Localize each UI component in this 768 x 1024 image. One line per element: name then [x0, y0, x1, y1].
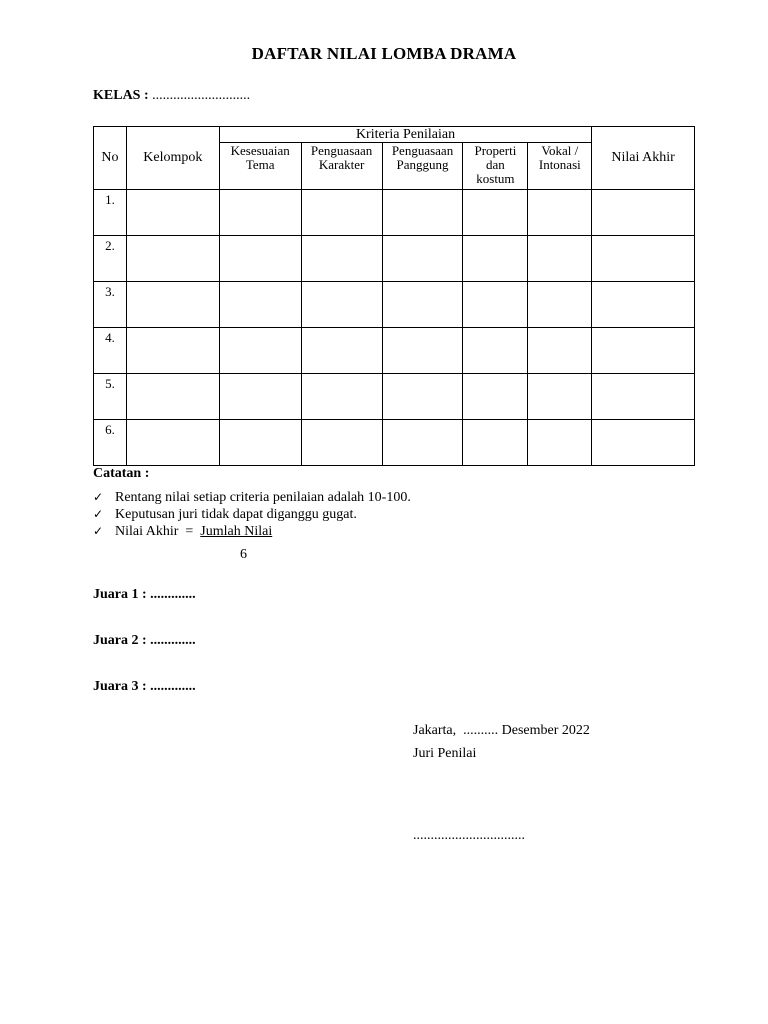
score-cell [382, 282, 463, 328]
score-cell [126, 190, 219, 236]
score-cell [126, 328, 219, 374]
criteria-label-line: dan [486, 157, 505, 172]
score-cell [301, 374, 382, 420]
score-cell [301, 236, 382, 282]
header-criteria: Kriteria Penilaian [219, 127, 591, 143]
score-cell [592, 328, 695, 374]
score-cell [592, 374, 695, 420]
criteria-label-line: Penguasaan [391, 143, 454, 158]
score-cell [219, 282, 301, 328]
score-table [93, 126, 695, 466]
score-cell [463, 190, 528, 236]
score-cell [463, 236, 528, 282]
signature-line: ................................ [413, 828, 525, 843]
score-cell [219, 328, 301, 374]
page-title: DAFTAR NILAI LOMBA DRAMA [251, 44, 517, 63]
signature-place-date: Jakarta, .......... Desember 2022 [413, 723, 590, 738]
criteria-label-line: Penguasaan [310, 143, 373, 158]
score-cell [301, 328, 382, 374]
row-number: 3. [94, 282, 127, 328]
criteria-label-line: Kesesuaian [230, 143, 290, 158]
score-cell [301, 282, 382, 328]
formula-denominator: 6 [240, 547, 247, 562]
check-icon: ✓ [93, 524, 104, 538]
score-cell [592, 282, 695, 328]
criteria-label-line: Intonasi [538, 157, 581, 172]
score-cell [528, 420, 592, 466]
score-cell [219, 420, 301, 466]
table-row [94, 236, 695, 282]
note-text: Rentang nilai setiap criteria penilaian adalah 10-100. [115, 490, 411, 505]
score-cell [219, 236, 301, 282]
score-cell [219, 374, 301, 420]
row-number: 1. [94, 190, 127, 236]
table-row [94, 328, 695, 374]
score-cell [463, 328, 528, 374]
winner-2: Juara 2 : ............. [93, 633, 196, 648]
score-cell [126, 420, 219, 466]
formula-numerator: Jumlah Nilai [200, 524, 273, 539]
row-number: 5. [94, 374, 127, 420]
table-row [94, 282, 695, 328]
criteria-label-line: Properti [474, 143, 517, 158]
score-cell [126, 374, 219, 420]
header-no: No [94, 127, 127, 190]
check-icon: ✓ [93, 507, 104, 521]
check-icon: ✓ [93, 490, 104, 504]
signature-role: Juri Penilai [413, 746, 477, 761]
score-cell [126, 236, 219, 282]
class-label: KELAS : [93, 88, 149, 103]
note-text: Keputusan juri tidak dapat diganggu gugat. [115, 507, 357, 522]
score-cell [301, 420, 382, 466]
note-item [93, 489, 411, 506]
winner-1: Juara 1 : ............. [93, 587, 196, 602]
table-row [94, 420, 695, 466]
table-row [94, 190, 695, 236]
score-cell [592, 190, 695, 236]
header-criteria-2 [301, 143, 382, 190]
criteria-label-line: kostum [476, 171, 515, 186]
score-cell [382, 328, 463, 374]
header-criteria-4 [463, 143, 528, 190]
score-cell [463, 282, 528, 328]
class-field [93, 88, 250, 104]
table-row [94, 374, 695, 420]
score-cell [463, 374, 528, 420]
notes-list [93, 489, 411, 540]
header-criteria-3 [382, 143, 463, 190]
score-cell [126, 282, 219, 328]
notes-title: Catatan : [93, 466, 150, 481]
row-number: 2. [94, 236, 127, 282]
note-item [93, 523, 411, 540]
winner-3: Juara 3 : ............. [93, 679, 196, 694]
header-criteria-5 [528, 143, 592, 190]
row-number: 4. [94, 328, 127, 374]
score-cell [463, 420, 528, 466]
formula-label: Nilai Akhir = [115, 524, 194, 539]
score-cell [592, 236, 695, 282]
note-item [93, 506, 411, 523]
criteria-label-line: Panggung [396, 157, 449, 172]
header-criteria-1 [219, 143, 301, 190]
score-cell [528, 190, 592, 236]
score-cell [528, 282, 592, 328]
score-cell [382, 420, 463, 466]
header-group: Kelompok [126, 127, 219, 190]
score-cell [528, 374, 592, 420]
score-cell [382, 190, 463, 236]
score-cell [528, 236, 592, 282]
score-cell [301, 190, 382, 236]
score-cell [382, 374, 463, 420]
score-cell [528, 328, 592, 374]
criteria-label-line: Karakter [318, 157, 365, 172]
criteria-label-line: Tema [245, 157, 275, 172]
score-cell [592, 420, 695, 466]
criteria-label-line: Vokal / [541, 143, 579, 158]
score-cell [382, 236, 463, 282]
score-cell [219, 190, 301, 236]
class-blank: ............................ [152, 88, 251, 103]
row-number: 6. [94, 420, 127, 466]
header-final-score: Nilai Akhir [592, 127, 695, 190]
